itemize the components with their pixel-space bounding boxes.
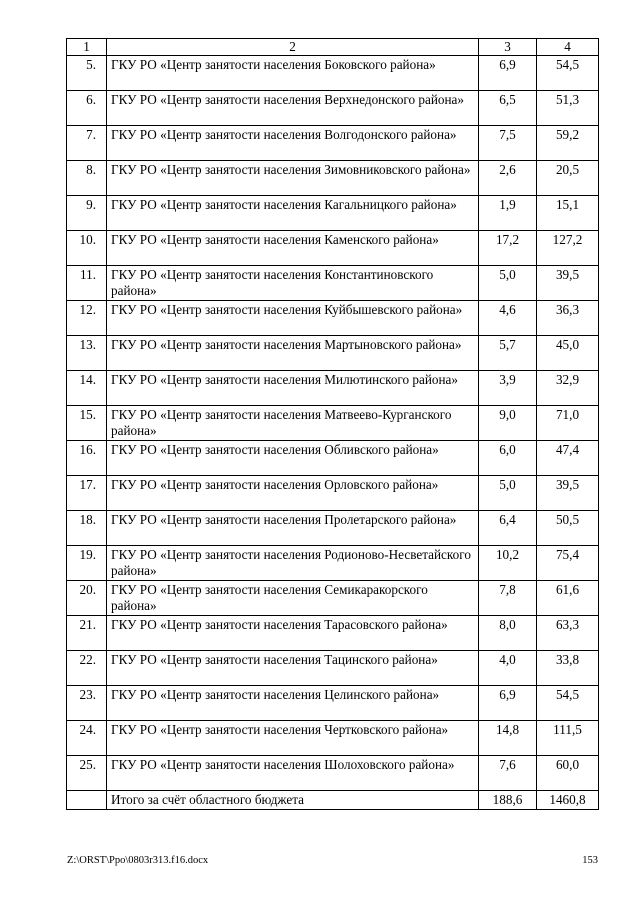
- total-label: Итого за счёт областного бюджета: [107, 791, 479, 810]
- row-value-col3: 7,8: [479, 581, 537, 616]
- row-value-col3: 4,0: [479, 651, 537, 686]
- total-value-col3: 188,6: [479, 791, 537, 810]
- table-row: [67, 91, 599, 126]
- table-row: [67, 371, 599, 406]
- table-row: [67, 721, 599, 756]
- row-number: 19.: [67, 546, 107, 581]
- row-name: ГКУ РО «Центр занятости населения Мартыновского района»: [107, 336, 479, 371]
- row-value-col4: 111,5: [537, 721, 599, 756]
- header-cell-4: 4: [537, 39, 599, 56]
- row-name: ГКУ РО «Центр занятости населения Тацинского района»: [107, 651, 479, 686]
- header-cell-3: 3: [479, 39, 537, 56]
- row-number: 14.: [67, 371, 107, 406]
- row-value-col3: 1,9: [479, 196, 537, 231]
- row-number: 5.: [67, 56, 107, 91]
- row-name: ГКУ РО «Центр занятости населения Константиновского района»: [107, 266, 479, 301]
- row-value-col4: 127,2: [537, 231, 599, 266]
- row-name: ГКУ РО «Центр занятости населения Милютинского района»: [107, 371, 479, 406]
- row-name: ГКУ РО «Центр занятости населения Матвеево-Курганского района»: [107, 406, 479, 441]
- row-number: 24.: [67, 721, 107, 756]
- row-value-col3: 5,0: [479, 266, 537, 301]
- table-row: [67, 266, 599, 301]
- total-value-col4: 1460,8: [537, 791, 599, 810]
- table-row: [67, 651, 599, 686]
- row-value-col4: 39,5: [537, 266, 599, 301]
- row-number: 11.: [67, 266, 107, 301]
- row-name: ГКУ РО «Центр занятости населения Семикаракорского района»: [107, 581, 479, 616]
- row-number: 10.: [67, 231, 107, 266]
- row-name: ГКУ РО «Центр занятости населения Боковского района»: [107, 56, 479, 91]
- row-name: ГКУ РО «Центр занятости населения Каменского района»: [107, 231, 479, 266]
- row-value-col3: 5,0: [479, 476, 537, 511]
- row-value-col3: 7,6: [479, 756, 537, 791]
- table-row: [67, 756, 599, 791]
- row-value-col3: 6,4: [479, 511, 537, 546]
- row-number: 12.: [67, 301, 107, 336]
- row-name: ГКУ РО «Центр занятости населения Чертковского района»: [107, 721, 479, 756]
- table-row: [67, 56, 599, 91]
- total-number: [67, 791, 107, 810]
- row-number: 8.: [67, 161, 107, 196]
- row-number: 13.: [67, 336, 107, 371]
- row-value-col4: 59,2: [537, 126, 599, 161]
- table-row: [67, 231, 599, 266]
- table-row: [67, 161, 599, 196]
- row-name: ГКУ РО «Центр занятости населения Пролетарского района»: [107, 511, 479, 546]
- row-value-col4: 47,4: [537, 441, 599, 476]
- row-number: 25.: [67, 756, 107, 791]
- row-value-col3: 2,6: [479, 161, 537, 196]
- row-name: ГКУ РО «Центр занятости населения Куйбышевского района»: [107, 301, 479, 336]
- row-value-col4: 33,8: [537, 651, 599, 686]
- row-value-col3: 6,9: [479, 686, 537, 721]
- row-name: ГКУ РО «Центр занятости населения Кагальницкого района»: [107, 196, 479, 231]
- table-row: [67, 301, 599, 336]
- row-value-col3: 6,9: [479, 56, 537, 91]
- row-number: 20.: [67, 581, 107, 616]
- row-value-col3: 8,0: [479, 616, 537, 651]
- row-value-col4: 32,9: [537, 371, 599, 406]
- row-value-col4: 54,5: [537, 56, 599, 91]
- row-value-col4: 60,0: [537, 756, 599, 791]
- row-name: ГКУ РО «Центр занятости населения Верхнедонского района»: [107, 91, 479, 126]
- row-value-col3: 6,5: [479, 91, 537, 126]
- header-cell-2: 2: [107, 39, 479, 56]
- row-number: 18.: [67, 511, 107, 546]
- row-name: ГКУ РО «Центр занятости населения Шолоховского района»: [107, 756, 479, 791]
- row-number: 23.: [67, 686, 107, 721]
- row-value-col4: 45,0: [537, 336, 599, 371]
- row-number: 9.: [67, 196, 107, 231]
- row-value-col3: 5,7: [479, 336, 537, 371]
- row-value-col4: 75,4: [537, 546, 599, 581]
- row-value-col4: 61,6: [537, 581, 599, 616]
- row-value-col3: 14,8: [479, 721, 537, 756]
- table-row: [67, 441, 599, 476]
- table-row: [67, 196, 599, 231]
- row-value-col3: 4,6: [479, 301, 537, 336]
- row-name: ГКУ РО «Центр занятости населения Зимовниковского района»: [107, 161, 479, 196]
- document-path: Z:\ORST\Ppo\0803r313.f16.docx: [67, 855, 209, 866]
- row-number: 21.: [67, 616, 107, 651]
- row-value-col3: 6,0: [479, 441, 537, 476]
- table-row: [67, 511, 599, 546]
- row-name: ГКУ РО «Центр занятости населения Тарасовского района»: [107, 616, 479, 651]
- row-value-col3: 9,0: [479, 406, 537, 441]
- page-number: 153: [582, 855, 598, 866]
- table-header-row: [67, 39, 599, 56]
- row-number: 7.: [67, 126, 107, 161]
- table-row: [67, 336, 599, 371]
- table-row: [67, 616, 599, 651]
- row-number: 6.: [67, 91, 107, 126]
- row-value-col3: 10,2: [479, 546, 537, 581]
- row-value-col4: 20,5: [537, 161, 599, 196]
- allocation-table: [66, 38, 599, 810]
- row-value-col3: 7,5: [479, 126, 537, 161]
- row-number: 22.: [67, 651, 107, 686]
- row-value-col4: 63,3: [537, 616, 599, 651]
- row-name: ГКУ РО «Центр занятости населения Родионово-Несветайского района»: [107, 546, 479, 581]
- table-row: [67, 546, 599, 581]
- row-name: ГКУ РО «Центр занятости населения Волгодонского района»: [107, 126, 479, 161]
- table-row: [67, 581, 599, 616]
- row-value-col4: 71,0: [537, 406, 599, 441]
- row-value-col4: 51,3: [537, 91, 599, 126]
- row-name: ГКУ РО «Центр занятости населения Обливского района»: [107, 441, 479, 476]
- row-number: 17.: [67, 476, 107, 511]
- table-row: [67, 686, 599, 721]
- row-value-col4: 36,3: [537, 301, 599, 336]
- row-name: ГКУ РО «Центр занятости населения Целинского района»: [107, 686, 479, 721]
- row-value-col4: 50,5: [537, 511, 599, 546]
- row-value-col4: 15,1: [537, 196, 599, 231]
- row-name: ГКУ РО «Центр занятости населения Орловского района»: [107, 476, 479, 511]
- row-value-col3: 17,2: [479, 231, 537, 266]
- row-value-col3: 3,9: [479, 371, 537, 406]
- table-row: [67, 476, 599, 511]
- row-value-col4: 39,5: [537, 476, 599, 511]
- table-row: [67, 126, 599, 161]
- table-row: [67, 406, 599, 441]
- row-number: 16.: [67, 441, 107, 476]
- row-value-col4: 54,5: [537, 686, 599, 721]
- row-number: 15.: [67, 406, 107, 441]
- header-cell-1: 1: [67, 39, 107, 56]
- table-total-row: [67, 791, 599, 810]
